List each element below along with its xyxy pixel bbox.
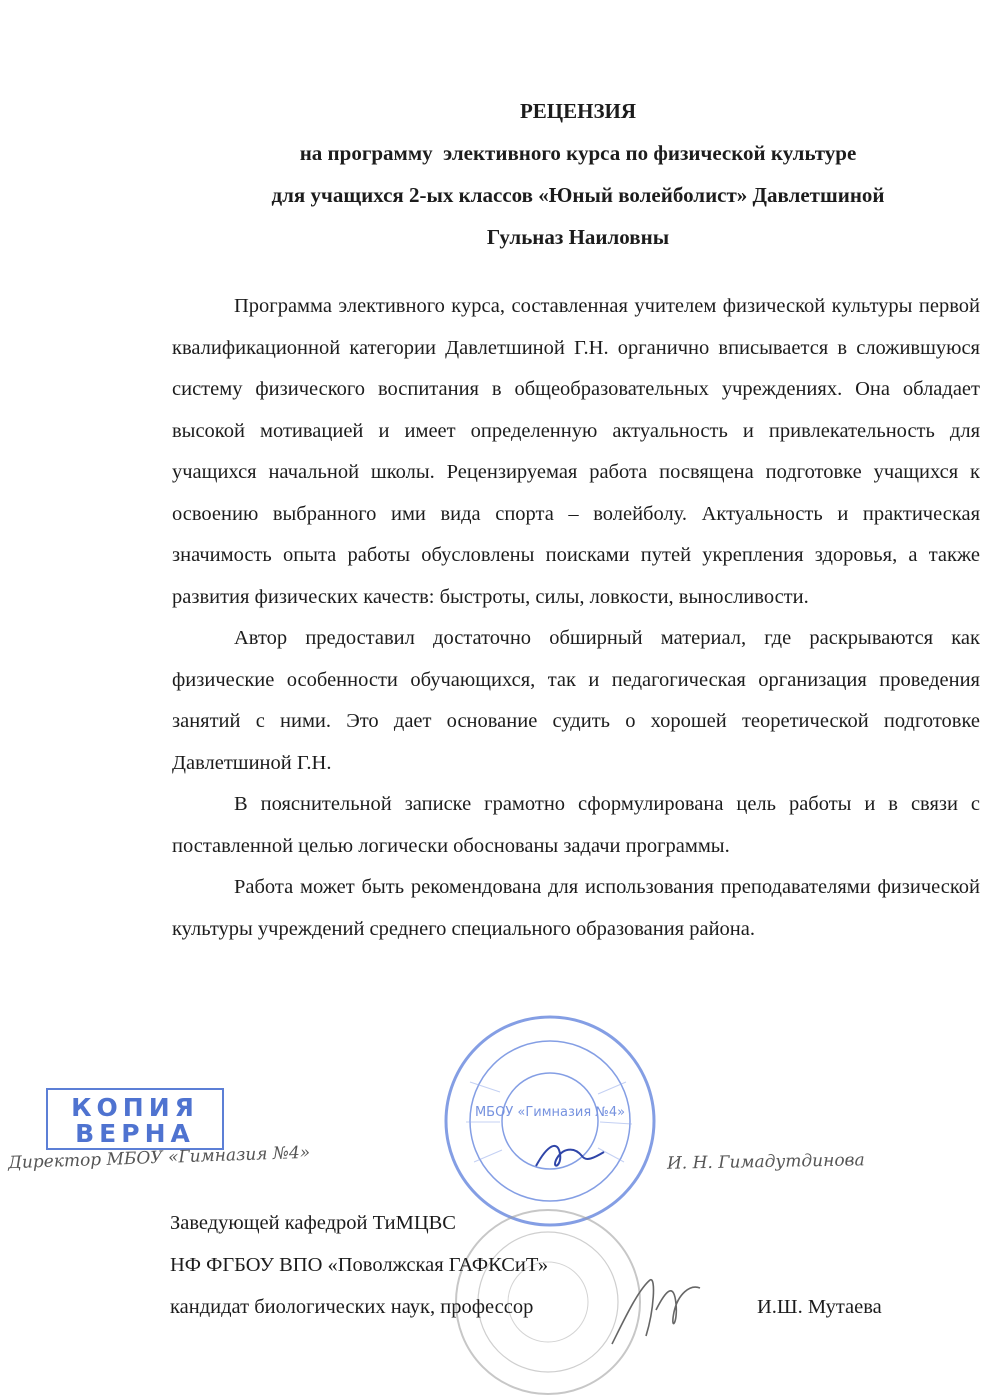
school-seal-text: МБОУ «Гимназия №4»: [474, 1105, 626, 1120]
director-handwritten-title: Директор МБОУ «Гимназия №4»: [7, 1142, 311, 1174]
document-title: РЕЦЕНЗИЯ: [519, 99, 637, 123]
signatory-name: И.Ш. Мутаева: [757, 1296, 882, 1318]
signature-organization: НФ ФГБОУ ВПО «Поволжская ГАФКСиТ»: [170, 1254, 549, 1276]
paragraph-1: Программа элективного курса, составленная учителем физической культуры первой квалификационной категории Давлетшиной Г.Н. органично вписывается в сложившуюся систему физического воспитания в общеобразовательных учреждениях. Она обладает высокой мотивацией и имеет определенную актуальность и привлекательность для учащихся начальной школы. Рецензируемая работа посвящена подготовке учащихся к освоению выбранного ими вида спорта – волейболу. Актуальность и практическая значимость опыта работы обусловлены поисками путей укрепления здоровья, а также развития физических качеств: быстроты, силы, ловкости, выносливости.: [172, 295, 980, 608]
signature-position: Заведующей кафедрой ТиМЦВС: [170, 1212, 456, 1234]
paragraph-2: Автор предоставил достаточно обширный материал, где раскрываются как физические особенности обучающихся, так и педагогическая организация проведения занятий с ними. Это дает основание судить о хорошей теоретической подготовке Давлетшиной Г.Н.: [172, 627, 980, 774]
copy-certified-stamp: [46, 1088, 224, 1150]
review-body: [172, 286, 980, 950]
director-handwritten-name: И. Н. Гимадутдинова: [666, 1150, 865, 1174]
stamp-kopia-line-2: ВЕРНА: [75, 1119, 195, 1148]
paragraph-3: В пояснительной записке грамотно сформулирована цель работы и в связи с поставленной целью логически обоснованы задачи программы.: [172, 793, 980, 857]
school-seal-stamp: [440, 1012, 660, 1230]
document-subtitle-line-1: на программу элективного курса по физической культуре: [299, 141, 857, 165]
document-heading: [160, 90, 996, 258]
signature-degree: кандидат биологических наук, профессор: [170, 1296, 534, 1318]
stamp-kopia-line-1: КОПИЯ: [71, 1093, 199, 1122]
document-subtitle-line-2: для учащихся 2-ых классов «Юный волейболист» Давлетшиной: [271, 183, 885, 207]
document-subtitle-line-3: Гульназ Наиловны: [486, 225, 670, 249]
signature-block: [170, 1202, 930, 1328]
director-signature-mark: [530, 1136, 610, 1176]
paragraph-4: Работа может быть рекомендована для использования преподавателями физической культуры учреждений среднего специального образования района.: [172, 876, 980, 940]
